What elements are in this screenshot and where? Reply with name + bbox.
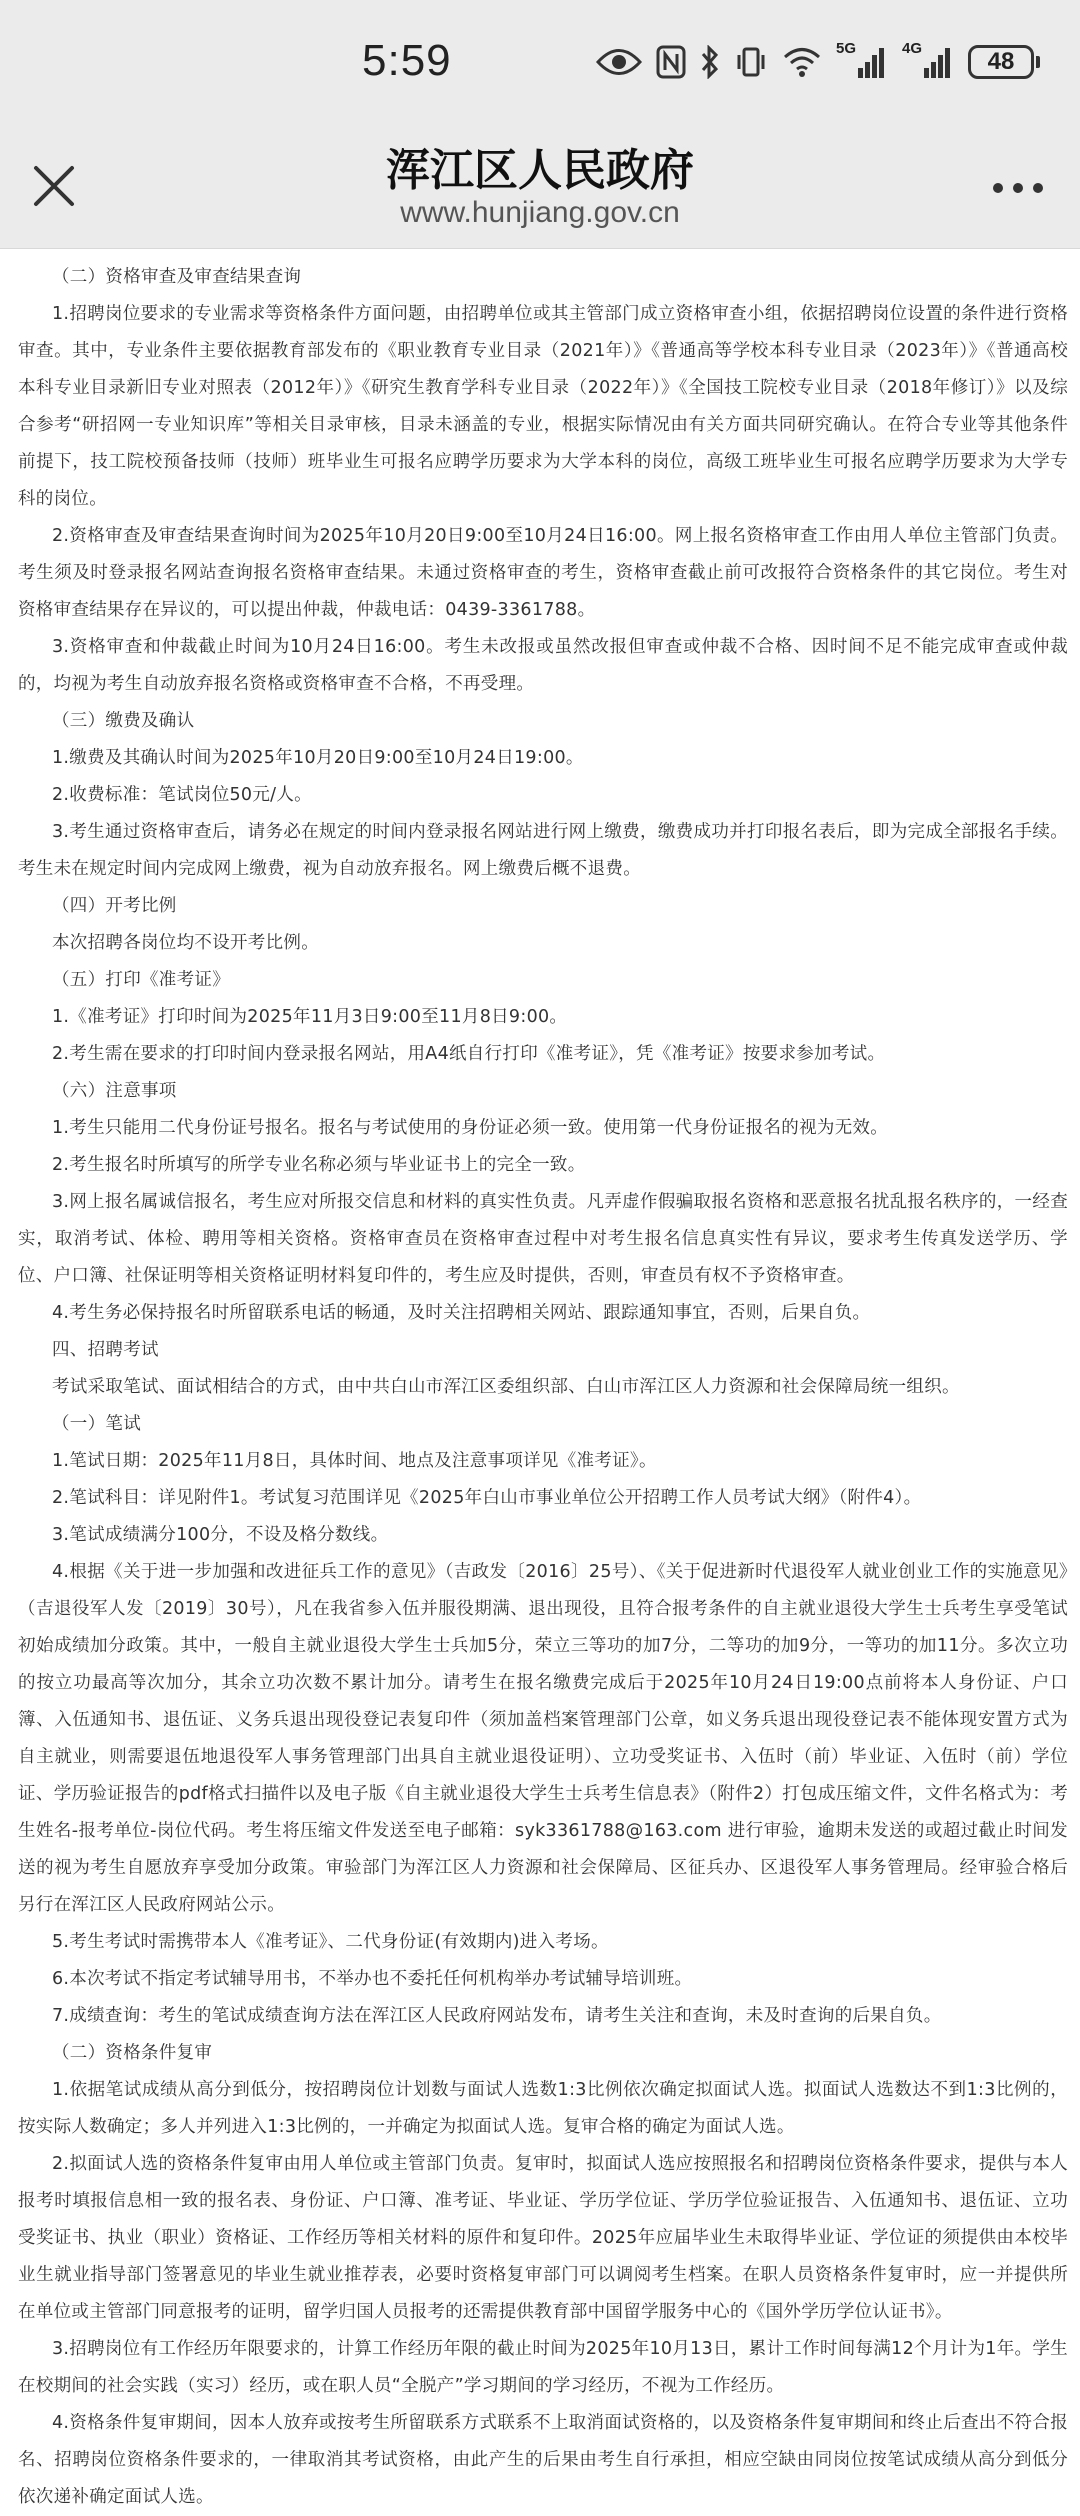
paragraph: 4.资格条件复审期间，因本人放弃或按考生所留联系方式联系不上取消面试资格的，以及资格条件复审期间和终止后查出不符合报名、招聘岗位资格条件要求的，一律取消其考试资格，由此产生的后果由考生自行承担，相应空缺由同岗位按笔试成绩从高分到低分依次递补确定面试人选。 — [18, 2413, 1068, 2507]
status-time: 5:59 — [362, 36, 452, 85]
signal-5g-icon — [836, 40, 888, 80]
page-title: 浑江区人民政府 — [386, 145, 694, 196]
signal-4g-label: 4G — [902, 40, 923, 57]
paragraph: 4.根据《关于进一步加强和改进征兵工作的意见》（吉政发〔2016〕25号）、《关于促进新时代退役军人就业创业工作的实施意见》（吉退役军人发〔2019〕30号），凡在我省参入伍并服役期满、退出现役，且符合报考条件的自主就业退役大学生士兵考生享受笔试初始成绩加分政策。其中，一般自主就业退役大学生士兵加5分，荣立三等功的加7分，二等功的加9分，一等功的加11分。多次立功的按立功最高等次加分，其余立功次数不累计加分。请考生在报名缴费完成后于2025年10月24日19:00点前将本人身份证、户口簿、入伍通知书、退伍证、义务兵退出现役登记表复印件（须加盖档案管理部门公章，如义务兵退出现役登记表不能体现安置方式为自主就业，则需要退伍地退役军人事务管理部门出具自主就业退役证明）、立功受奖证书、入伍时（前）毕业证、入伍时（前）学位证、学历验证报告的pdf格式扫描件以及电子版《自主就业退役大学生士兵考生信息表》（附件2）打包成压缩文件，文件名格式为：考生姓名-报考单位-岗位代码。考生将压缩文件发送至电子邮箱：syk3361788@163.com 进行审验，逾期未发送的或超过截止时间发送的视为考生自愿放弃享受加分政策。审验部门为浑江区人力资源和社会保障局、区征兵办、区退役军人事务管理局。经审验合格后另行在浑江区人民政府网站公示。 — [18, 1562, 1068, 1915]
paragraph: 4.考生务必保持报名时所留联系电话的畅通，及时关注招聘相关网站、跟踪通知事宜，否则，后果自负。 — [52, 1303, 871, 1323]
paragraph: 1.考生只能用二代身份证号报名。报名与考试使用的身份证必须一致。使用第一代身份证报名的视为无效。 — [52, 1118, 889, 1138]
paragraph: 3.网上报名属诚信报名，考生应对所报交信息和材料的真实性负责。凡弄虚作假骗取报名资格和恶意报名扰乱报名秩序的，一经查实，取消考试、体检、聘用等相关资格。资格审查员在资格审查过程中对考生报名信息真实性有异议，要求考生传真发送学历、学位、户口簿、社保证明等相关资格证明材料复印件的，考生应及时提供，否则，审查员有权不予资格审查。 — [18, 1192, 1068, 1286]
section-heading: （五）打印《准考证》 — [52, 970, 230, 990]
paragraph: 6.本次考试不指定考试辅导用书，不举办也不委托任何机构举办考试辅导培训班。 — [52, 1969, 693, 1989]
paragraph: 2.考生需在要求的打印时间内登录报名网站，用A4纸自行打印《准考证》，凭《准考证》按要求参加考试。 — [52, 1044, 886, 1064]
paragraph: 5.考生考试时需携带本人《准考证》、二代身份证(有效期内)进入考场。 — [52, 1932, 609, 1952]
signal-4g-icon — [902, 40, 954, 80]
section-heading: （三）缴费及确认 — [52, 711, 195, 731]
section-heading: 四、招聘考试 — [52, 1340, 159, 1360]
paragraph: 1.笔试日期：2025年11月8日，具体时间、地点及注意事项详见《准考证》。 — [52, 1451, 657, 1471]
section-heading: （一）笔试 — [52, 1414, 141, 1434]
article-content — [0, 249, 1080, 2516]
paragraph: 3.笔试成绩满分100分，不设及格分数线。 — [52, 1525, 389, 1545]
more-options-button[interactable] — [986, 168, 1050, 208]
section-heading: （二）资格审查及审查结果查询 — [52, 267, 302, 287]
paragraph: 1.缴费及其确认时间为2025年10月20日9:00至10月24日19:00。 — [52, 748, 584, 768]
paragraph: 1.招聘岗位要求的专业需求等资格条件方面问题，由招聘单位或其主管部门成立资格审查小组，依据招聘岗位设置的条件进行资格审查。其中，专业条件主要依据教育部发布的《职业教育专业目录（2021年）》《普通高等学校本科专业目录（2023年）》《普通高校本科专业目录新旧专业对照表（2012年）》《研究生教育学科专业目录（2022年）》《全国技工院校专业目录（2018年修订）》以及综合参考“研招网一专业知识库”等相关目录审核，目录未涵盖的专业，根据实际情况由有关方面共同研究确认。在符合专业等其他条件前提下，技工院校预备技师（技师）班毕业生可报名应聘学历要求为大学本科的岗位，高级工班毕业生可报名应聘学历要求为大学专科的岗位。 — [18, 304, 1068, 509]
wifi-icon — [782, 45, 822, 79]
vibrate-icon — [734, 45, 768, 79]
status-bar — [0, 0, 1080, 130]
eye-icon — [596, 47, 642, 77]
paragraph: 1.依据笔试成绩从高分到低分，按招聘岗位计划数与面试人选数1:3比例依次确定拟面试人选。拟面试人选数达不到1:3比例的，按实际人数确定；多人并列进入1:3比例的，一并确定为拟面试人选。复审合格的确定为面试人选。 — [18, 2080, 1068, 2137]
section-heading: （四）开考比例 — [52, 896, 177, 916]
paragraph: 3.考生通过资格审查后，请务必在规定的时间内登录报名网站进行网上缴费，缴费成功并打印报名表后，即为完成全部报名手续。考生未在规定时间内完成网上缴费，视为自动放弃报名。网上缴费后概不退费。 — [18, 822, 1068, 879]
nfc-icon — [656, 45, 686, 79]
paragraph: 2.拟面试人选的资格条件复审由用人单位或主管部门负责。复审时，拟面试人选应按照报名和招聘岗位资格条件要求，提供与本人报考时填报信息相一致的报名表、身份证、户口簿、准考证、毕业证、学历学位证、学历学位验证报告、入伍通知书、退伍证、立功受奖证书、执业（职业）资格证、工作经历等相关材料的原件和复印件。2025年应届毕业生未取得毕业证、学位证的须提供由本校毕业生就业指导部门签署意见的毕业生就业推荐表，必要时资格复审部门可以调阅考生档案。在职人员资格条件复审时，应一并提供所在单位或主管部门同意报考的证明，留学归国人员报考的还需提供教育部中国留学服务中心的《国外学历学位认证书》。 — [18, 2154, 1068, 2322]
paragraph: 2.资格审查及审查结果查询时间为2025年10月20日9:00至10月24日16:00。网上报名资格审查工作由用人单位主管部门负责。考生须及时登录报名网站查询报名资格审查结果。未通过资格审查的考生，资格审查截止前可改报符合资格条件的其它岗位。考生对资格审查结果存在异议的，可以提出仲裁，仲裁电话：0439-3361788。 — [18, 526, 1068, 620]
paragraph: 7.成绩查询：考生的笔试成绩查询方法在浑江区人民政府网站发布，请考生关注和查询，未及时查询的后果自负。 — [52, 2006, 942, 2026]
battery-icon — [968, 45, 1040, 79]
status-icons — [596, 40, 1040, 80]
battery-level: 48 — [968, 45, 1034, 79]
page-url: www.hunjiang.gov.cn — [400, 196, 680, 229]
paragraph: 1.《准考证》打印时间为2025年11月3日9:00至11月8日9:00。 — [52, 1007, 568, 1027]
bluetooth-icon — [700, 45, 720, 79]
paragraph: 本次招聘各岗位均不设开考比例。 — [52, 933, 319, 953]
section-heading: （六）注意事项 — [52, 1081, 177, 1101]
signal-5g-label: 5G — [836, 40, 857, 57]
paragraph: 2.收费标准：笔试岗位50元/人。 — [52, 785, 312, 805]
paragraph: 考试采取笔试、面试相结合的方式，由中共白山市浑江区委组织部、白山市浑江区人力资源和社会保障局统一组织。 — [52, 1377, 960, 1397]
paragraph: 3.招聘岗位有工作经历年限要求的，计算工作经历年限的截止时间为2025年10月13日，累计工作时间每满12个月计为1年。学生在校期间的社会实践（实习）经历，或在职人员“全脱产”学习期间的学习经历，不视为工作经历。 — [18, 2339, 1068, 2396]
section-heading: （二）资格条件复审 — [52, 2043, 213, 2063]
paragraph: 2.笔试科目：详见附件1。考试复习范围详见《2025年白山市事业单位公开招聘工作人员考试大纲》（附件4）。 — [52, 1488, 922, 1508]
paragraph: 3.资格审查和仲裁截止时间为10月24日16:00。考生未改报或虽然改报但审查或仲裁不合格、因时间不足不能完成审查或仲裁的，均视为考生自动放弃报名资格或资格审查不合格，不再受理。 — [18, 637, 1068, 694]
paragraph: 2.考生报名时所填写的所学专业名称必须与毕业证书上的完全一致。 — [52, 1155, 586, 1175]
more-icon — [986, 168, 1050, 208]
browser-titlebar — [0, 130, 1080, 249]
